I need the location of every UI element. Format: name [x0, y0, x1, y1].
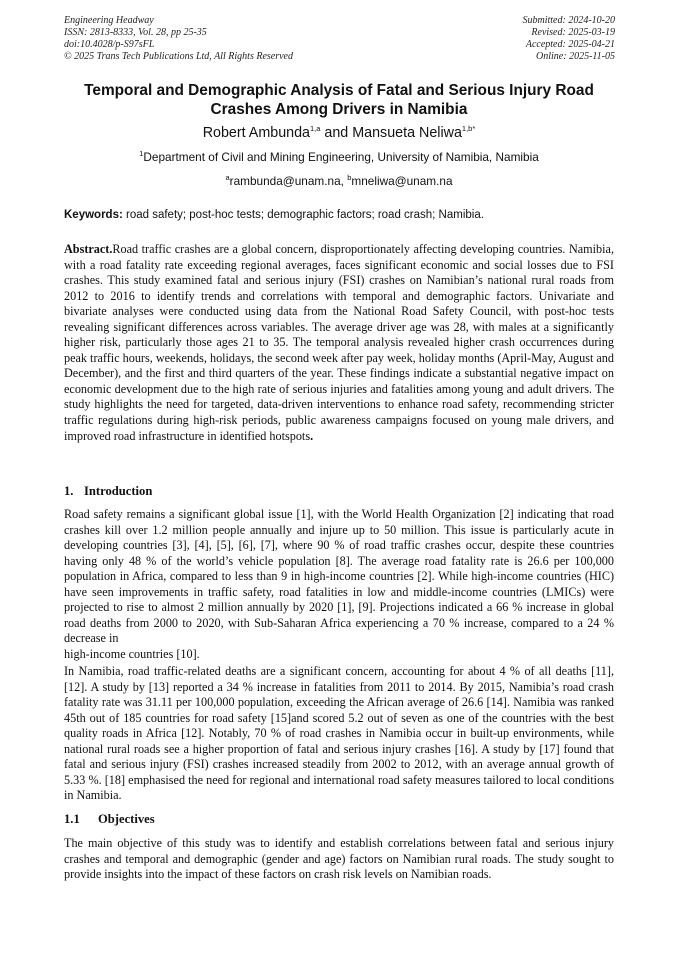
section-heading-objectives [64, 812, 155, 827]
abstract-text: Road traffic crashes are a global concern, disproportionately affecting developing countries. Namibia, with a road fatality rate exceeding regional averages, faces significant economic and social losses due to FSI crashes. This study examined fatal and serious injury (FSI) crashes on Namibian’s national rural roads from 2012 to 2016 to identify trends and correlations with temporal and demographic factors. Univariate and bivariate analyses were conducted using data from the National Road Safety Council, with post-hoc tests revealing significant differences across variables. The average driver age was 28, with males at a significantly higher risk, particularly those ages 21 to 35. The temporal analysis revealed higher crash occurrences during peak traffic hours, weekends, holidays, the second week after pay week, holiday months (April-May, August and December), and the first and third quarters of the year. These findings indicate a substantial negative impact on economic development due to the high rate of serious injuries and fatalities among young and adult drivers. The study highlights the need for targeted, data-driven interventions to enhance road safety, recommending stricter traffic regulations during high-risk periods, public awareness campaigns focused on young male drivers, and improved road infrastructure in identified hotspots [64, 242, 614, 443]
keywords-text: road safety; post-hoc tests; demographic factors; road crash; Namibia. [122, 209, 484, 221]
keywords-label: Keywords: [64, 209, 123, 221]
section-number: 1.1 [64, 812, 80, 826]
affiliation [64, 150, 614, 164]
email-superscript: b [347, 173, 352, 183]
author-superscript: 1,a [310, 124, 321, 134]
date-accepted: Accepted: 2025-04-21 [525, 39, 615, 50]
submission-dates [523, 15, 616, 63]
paragraph-text: Road safety remains a significant global issue [1], with the World Health Organization [2] indicating that road crashes kill over 1.2 million people annually and injure up to 50 million. This issue is particularly acute in developing countries [3], [4], [5], [6], [7], where 90 % of road traffic crashes occur, despite these countries having only 48 % of the world’s vehicle population [8]. The average road fatality rate is 26.6 per 100,000 population in Africa, compared to less than 9 in high-income countries [2]. While high-income countries (HIC) have seen improvements in traffic safety, road fatalities in low and middle-income countries (LMICs) were projected to rise to almost 2 million annually by 2020 [1], [9]. Projections indicated a 66 % increase in global road deaths from 2000 to 2020, with Sub-Saharan Africa experiencing a 70 % increase, compared to a 24 % decrease in [64, 507, 614, 646]
author-list [64, 124, 614, 142]
author-superscript: 1,b* [461, 124, 476, 134]
paper-title: Temporal and Demographic Analysis of Fatal and Serious Injury Road Crashes Among Drivers in Namibia [84, 82, 594, 118]
section-title: Introduction [84, 484, 153, 498]
email-link[interactable]: rambunda@unam.na, [229, 174, 348, 188]
abstract-label: Abstract. [64, 242, 113, 256]
journal-info [64, 15, 293, 63]
body-paragraph: In Namibia, road traffic-related deaths are a significant concern, accounting for about 4 % of all deaths [11], [12]. A study by [13] reported a 34 % increase in fatalities from 2011 to 2014. By 2015, Namibia’s road crash fatality rate was 31.11 per 100,000 population, exceeding the African average of 26.6 [14]. Namibia was ranked 45th out of 185 countries for road safety [15]and scored 5.2 out of seven as one of the countries with the best quality roads in Africa [12]. Notably, 70 % of road crashes in Namibia occur in built-up environments, while national rural roads see a higher proportion of fatal and serious injury crashes [16]. A study by [17] found that fatal and serious injury (FSI) crashes increased steadily from 2002 to 2012, with an average annual growth of 5.33 %. [18] emphasised the need for regional and international road safety measures tailored to local conditions in Namibia. [64, 664, 614, 803]
keywords [64, 208, 614, 222]
journal-issn: ISSN: 2813-8333, Vol. 28, pp 25-35 [64, 27, 207, 38]
date-revised: Revised: 2025-03-19 [531, 27, 615, 38]
journal-copyright: © 2025 Trans Tech Publications Ltd, All Rights Reserved [64, 51, 293, 62]
journal-name: Engineering Headway [64, 15, 154, 26]
section-title: Objectives [98, 812, 155, 826]
paragraph-text: high-income countries [10]. [64, 646, 200, 661]
date-online: Online: 2025-11-05 [536, 51, 615, 62]
author-conjunction: and [320, 125, 353, 141]
email-superscript: a [225, 173, 230, 183]
author-name: Robert Ambunda [202, 125, 310, 141]
abstract [64, 242, 614, 444]
affiliation-text: Department of Civil and Mining Engineering, University of Namibia, Namibia [143, 150, 539, 164]
author-emails [64, 174, 614, 188]
section-number: 1. [64, 484, 74, 498]
email-link[interactable]: mneliwa@unam.na [351, 174, 453, 188]
body-paragraph: The main objective of this study was to identify and establish correlations between fatal and serious injury crashes and temporal and demographic (gender and age) factors on Namibian rural roads. The study sought to provide insights into the impact of these factors on crash risk levels on Namibian roads. [64, 836, 614, 882]
author-name: Mansueta Neliwa [352, 125, 462, 141]
section-heading-introduction [64, 484, 152, 499]
affiliation-superscript: 1 [139, 149, 144, 159]
body-paragraph [64, 507, 614, 662]
date-submitted: Submitted: 2024-10-20 [522, 15, 615, 26]
abstract-end: . [310, 428, 314, 443]
journal-doi: doi:10.4028/p-S97sFL [64, 39, 155, 50]
